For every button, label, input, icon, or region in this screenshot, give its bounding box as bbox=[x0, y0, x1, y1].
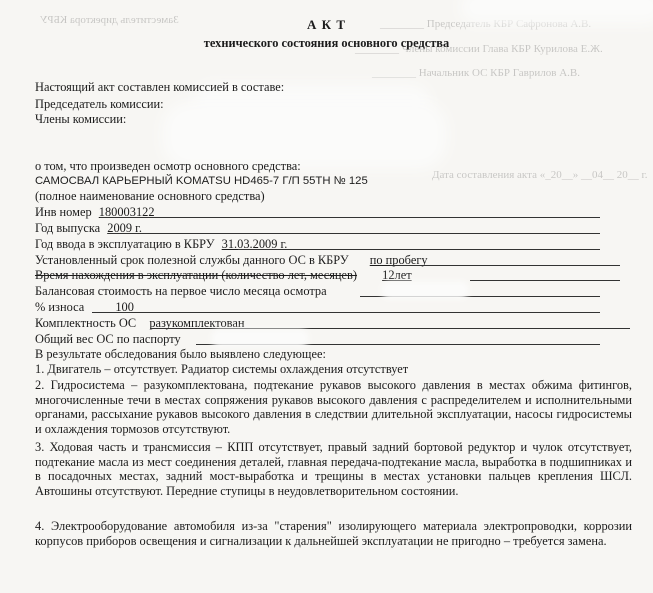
commission-label: Год ввода в эксплуатацию в КБРУ bbox=[35, 237, 215, 251]
finding-3: 3. Ходовая часть и трансмиссия – КПП отсутствует, правый задний бортовой редуктор и чулок отсутствует, подтекание масла из мест соединения деталей, главная передача-подтекание масла, выработка в подшипниках и в посадочных местах, задний мост-выработка и трещины в местах установки пальцев крепления ШСЛ. Автошины отсутствуют. Передние ступицы в неудовлетворительном состоянии. bbox=[35, 440, 632, 498]
findings-intro: В результате обследования было выявлено следующее: bbox=[35, 347, 326, 361]
asset-name-note: (полное наименование основного средства) bbox=[35, 189, 265, 203]
service-life-label: Установленный срок полезной службы данного ОС в КБРУ bbox=[35, 253, 349, 267]
inventory-number-rule bbox=[100, 217, 600, 218]
ghost-sign-line-1: ________ Председатель КБР Сафронова А.В. bbox=[380, 18, 592, 30]
operation-time-value: 12лет bbox=[382, 268, 412, 282]
intro-line: Настоящий акт составлен комиссией в составе: bbox=[35, 80, 285, 94]
balance-row bbox=[35, 284, 327, 298]
redaction-chair bbox=[205, 94, 420, 110]
year-label: Год выпуска bbox=[35, 221, 101, 235]
commission-rule bbox=[238, 249, 600, 250]
chair-label: Председатель комиссии: bbox=[35, 97, 164, 111]
wear-label: % износа bbox=[35, 300, 85, 314]
year-value: 2009 г. bbox=[107, 221, 142, 235]
asset-name: САМОСВАЛ КАРЬЕРНЫЙ KOMATSU HD465-7 Г/П 55ТН № 125 bbox=[35, 175, 368, 187]
completeness-rule bbox=[150, 328, 630, 329]
redaction-members bbox=[172, 111, 437, 159]
service-life-row bbox=[35, 253, 428, 267]
commission-value: 31.03.2009 г. bbox=[221, 237, 288, 251]
members-label: Члены комиссии: bbox=[35, 112, 127, 126]
redaction-balance bbox=[385, 285, 465, 295]
service-life-value: по пробегу bbox=[369, 253, 428, 267]
ghost-sign-line-3: ________ Начальник ОС КБР Гаврилов А.В. bbox=[372, 67, 580, 79]
inspection-line: о том, что произведен осмотр основного средства: bbox=[35, 159, 301, 173]
document-title: А К Т bbox=[307, 17, 346, 32]
weight-rule bbox=[196, 344, 600, 345]
finding-2: 2. Гидросистема – разукомплектована, подтекание рукавов высокого давления в местах обжима фитингов, многочисленные течи в местах сопряжения рукавов высокого давления с распределителем и исполнительными органами, рассыхание рукавов высокого давления в следствии длительной эксплуатации, насосы гидросистемы и охлаждения тормозов отсутствуют. bbox=[35, 378, 632, 436]
year-rule bbox=[108, 233, 600, 234]
balance-label: Балансовая стоимость на первое число месяца осмотра bbox=[35, 284, 327, 298]
weight-label: Общий вес ОС по паспорту bbox=[35, 332, 181, 346]
service-life-rule bbox=[390, 265, 620, 266]
balance-rule bbox=[360, 296, 600, 297]
wear-rule bbox=[92, 312, 600, 313]
ghost-approve-line: Заместитель директора КБРУ bbox=[40, 14, 179, 26]
ghost-sign-line-2: ________ Члены комиссии Глава КБР Курилова Е.Ж. bbox=[355, 43, 603, 55]
document-subtitle: технического состояния основного средства bbox=[203, 36, 450, 50]
completeness-value: разукомплектован bbox=[149, 316, 245, 330]
operation-time-label: Время нахождения в эксплуатации (количество лет, месяцев) bbox=[35, 268, 358, 282]
weight-row bbox=[35, 332, 181, 346]
finding-1: 1. Двигатель – отсутствует. Радиатор системы охлаждения отсутствует bbox=[35, 362, 409, 376]
redaction-weight bbox=[215, 333, 305, 343]
redaction-top-right bbox=[470, 0, 653, 14]
operation-time-row bbox=[35, 268, 412, 282]
wear-value: 100 bbox=[115, 300, 134, 314]
ghost-date-line: Дата составления акта «_20__» __04__ 20__ г. bbox=[432, 169, 648, 181]
operation-time-rule bbox=[470, 280, 620, 281]
inventory-number-label: Инв номер bbox=[35, 205, 92, 219]
inventory-number-value: 180003122 bbox=[98, 205, 155, 219]
finding-4: 4. Электрооборудование автомобиля из-за "старения" изолирующего материала электропроводки, коррозии корпусов приборов освещения и сигнализации к дальнейшей эксплуатации не пригодно – требуется замена. bbox=[35, 519, 632, 548]
completeness-label: Комплектность ОС bbox=[35, 316, 137, 330]
